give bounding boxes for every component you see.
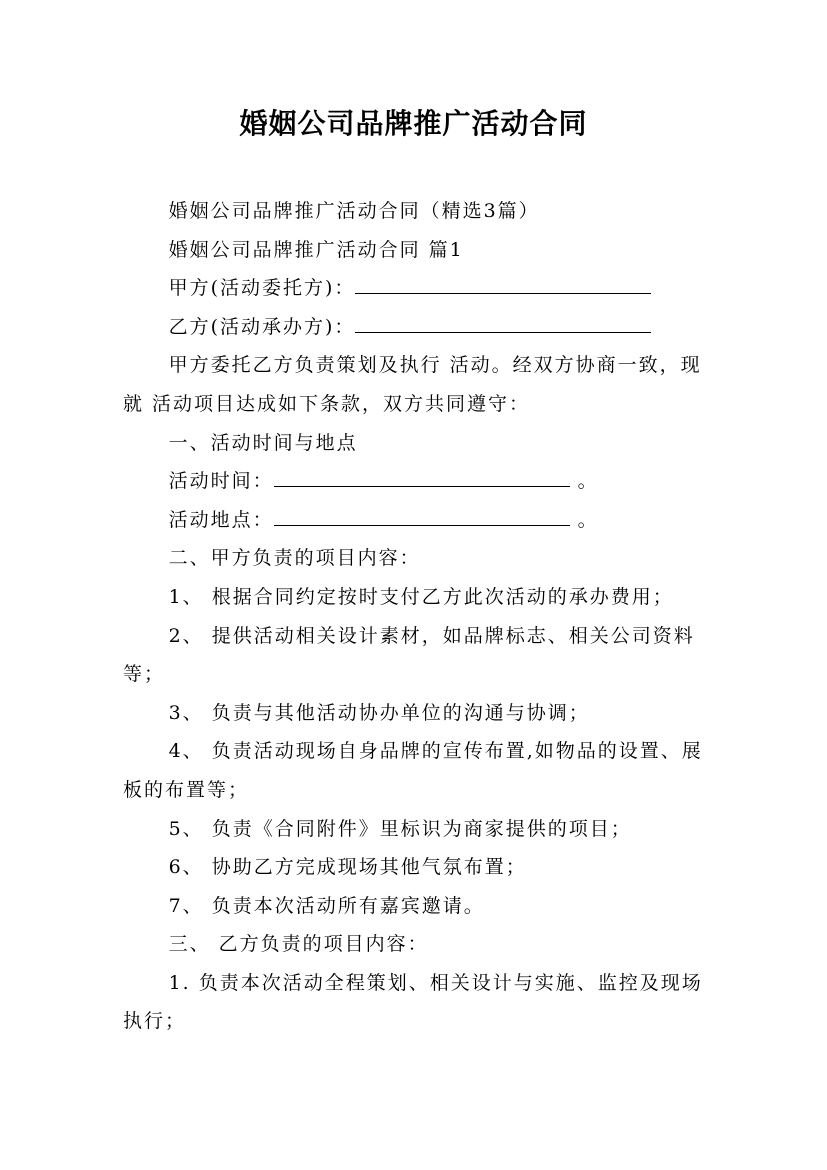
party-a-line [123, 269, 713, 308]
list-item: 5、 负责《合同附件》里标识为商家提供的项目； [168, 817, 632, 840]
section-heading: 二、甲方负责的项目内容： [168, 547, 421, 570]
list-item: 6、 协助乙方完成现场其他气氛布置； [168, 856, 527, 879]
party-b-blank [355, 312, 651, 333]
activity-time-line [123, 462, 713, 501]
list-item: 4、 负责活动现场自身品牌的宣传布置,如物品的设置、展板的布置等； [123, 740, 703, 801]
list-item: 1. 负责本次活动全程策划、相关设计与实施、监控及现场执行； [123, 971, 703, 1033]
activity-time-blank [274, 466, 570, 487]
party-b-line [123, 308, 713, 347]
paragraph: 婚姻公司品牌推广活动合同 篇1 [168, 238, 464, 261]
activity-place-label: 活动地点： [168, 508, 274, 531]
section-heading: 三、 乙方负责的项目内容： [168, 933, 429, 956]
activity-time-end: 。 [569, 470, 599, 493]
list-item: 2、 提供活动相关设计素材，如品牌标志、相关公司资料等； [123, 624, 695, 686]
section-heading: 一、活动时间与地点 [168, 431, 358, 454]
document-title: 婚姻公司品牌推广活动合同 [239, 107, 588, 140]
party-b-label: 乙方(活动承办方)： [168, 315, 356, 338]
list-item: 3、 负责与其他活动协办单位的沟通与协调； [168, 701, 590, 724]
paragraph: 甲方委托乙方负责策划及执行 活动。经双方协商一致，现就 活动项目达成如下条款，双方共同遵守： [123, 354, 702, 415]
party-a-blank [355, 273, 651, 294]
activity-place-blank [274, 505, 570, 526]
list-item: 1、 根据合同约定按时支付乙方此次活动的承办费用； [168, 585, 674, 608]
list-item: 7、 负责本次活动所有嘉宾邀请。 [168, 894, 485, 917]
paragraph: 婚姻公司品牌推广活动合同（精选3篇） [168, 200, 540, 222]
activity-time-label: 活动时间： [168, 470, 274, 493]
party-a-label: 甲方(活动委托方)： [168, 277, 356, 300]
activity-place-end: 。 [569, 508, 599, 531]
activity-place-line [123, 501, 713, 540]
document-body [123, 192, 713, 1041]
